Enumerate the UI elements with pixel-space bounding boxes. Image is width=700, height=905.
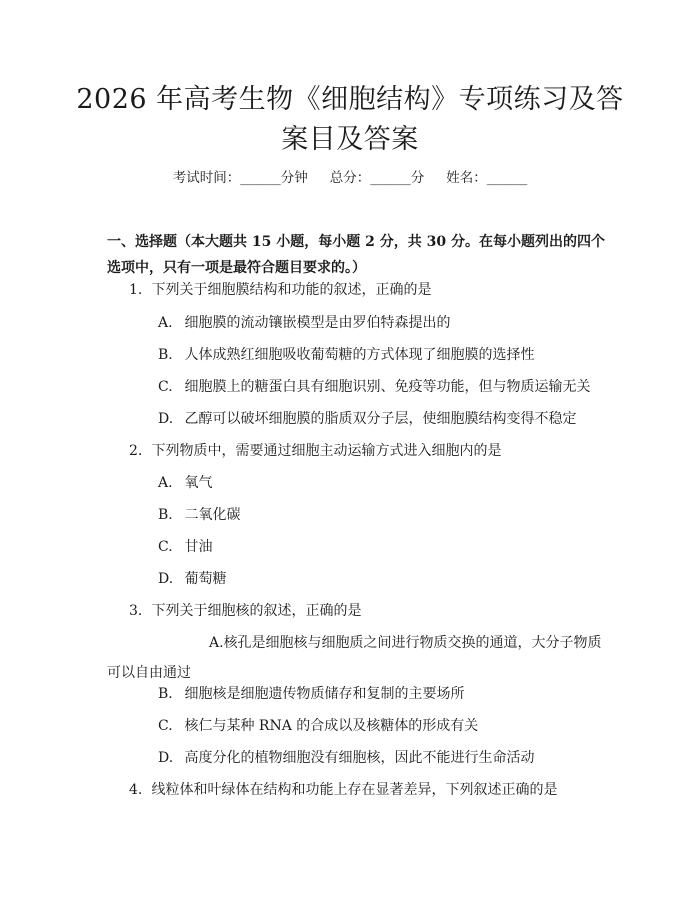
total-score-field: 总分：______分 xyxy=(329,170,425,186)
exam-meta xyxy=(0,168,700,188)
option-label: C. xyxy=(158,379,173,395)
question-number: 1. xyxy=(129,282,143,298)
question-number: 2. xyxy=(129,443,143,459)
section-heading: 一、选择题（本大题共 15 小题，每小题 2 分，共 30 分。在每小题列出的四个选项中，只有一项是最符合题目要求的。） xyxy=(107,234,605,276)
option-label: A. xyxy=(209,635,224,651)
exam-time-field: 考试时间：______分钟 xyxy=(172,170,308,186)
title-line-2: 案目及答案 xyxy=(281,124,419,155)
option-text: 核孔是细胞核与细胞质之间进行物质交换的通道，大分子物质可以自由通过 xyxy=(107,635,602,681)
option-2a xyxy=(158,473,613,493)
option-1b xyxy=(158,345,613,365)
question-stem: 下列物质中，需要通过细胞主动运输方式进入细胞内的是 xyxy=(151,443,502,459)
option-text: 细胞膜的流动镶嵌模型是由罗伯特森提出的 xyxy=(184,315,451,331)
question-stem: 下列关于细胞膜结构和功能的叙述，正确的是 xyxy=(151,282,432,298)
option-text: 葡萄糖 xyxy=(184,571,227,587)
option-label: B. xyxy=(158,347,173,363)
option-1d xyxy=(158,409,613,429)
student-name-field: 姓名：______ xyxy=(446,170,528,186)
option-3c xyxy=(158,716,613,736)
question-2 xyxy=(129,441,609,461)
document-title xyxy=(60,80,640,160)
option-label: B. xyxy=(158,686,173,702)
option-label: A. xyxy=(158,315,173,331)
option-label: B. xyxy=(158,507,173,523)
option-label: A. xyxy=(158,475,173,491)
question-stem: 线粒体和叶绿体在结构和功能上存在显著差异，下列叙述正确的是 xyxy=(151,782,558,798)
option-label: D. xyxy=(158,571,174,587)
option-2c xyxy=(158,537,613,557)
question-4 xyxy=(129,780,609,800)
option-label: C. xyxy=(158,539,173,555)
option-text: 细胞膜上的糖蛋白具有细胞识别、免疫等功能，但与物质运输无关 xyxy=(184,379,591,395)
option-1a xyxy=(158,313,613,333)
option-label: D. xyxy=(158,411,174,427)
option-text: 细胞核是细胞遗传物质储存和复制的主要场所 xyxy=(184,686,465,702)
option-text: 人体成熟红细胞吸收葡萄糖的方式体现了细胞膜的选择性 xyxy=(184,347,535,363)
question-3 xyxy=(129,601,609,621)
option-text: 氧气 xyxy=(184,475,213,491)
question-number: 4. xyxy=(129,782,143,798)
option-text: 核仁与某种 RNA 的合成以及核糖体的形成有关 xyxy=(184,718,479,734)
option-3a xyxy=(107,628,612,688)
option-label: D. xyxy=(158,750,174,766)
option-text: 甘油 xyxy=(184,539,213,555)
option-1c xyxy=(158,377,613,397)
option-text: 二氧化碳 xyxy=(184,507,241,523)
option-3d xyxy=(158,748,613,768)
question-stem: 下列关于细胞核的叙述，正确的是 xyxy=(151,603,362,619)
option-3b xyxy=(158,684,613,704)
option-2d xyxy=(158,569,613,589)
question-number: 3. xyxy=(129,603,143,619)
title-line-1: 2026 年高考生物《细胞结构》专项练习及答 xyxy=(76,84,624,115)
option-text: 乙醇可以破坏细胞膜的脂质双分子层，使细胞膜结构变得不稳定 xyxy=(184,411,577,427)
option-text: 高度分化的植物细胞没有细胞核，因此不能进行生命活动 xyxy=(184,750,535,766)
question-1 xyxy=(129,280,609,300)
option-2b xyxy=(158,505,613,525)
option-label: C. xyxy=(158,718,173,734)
